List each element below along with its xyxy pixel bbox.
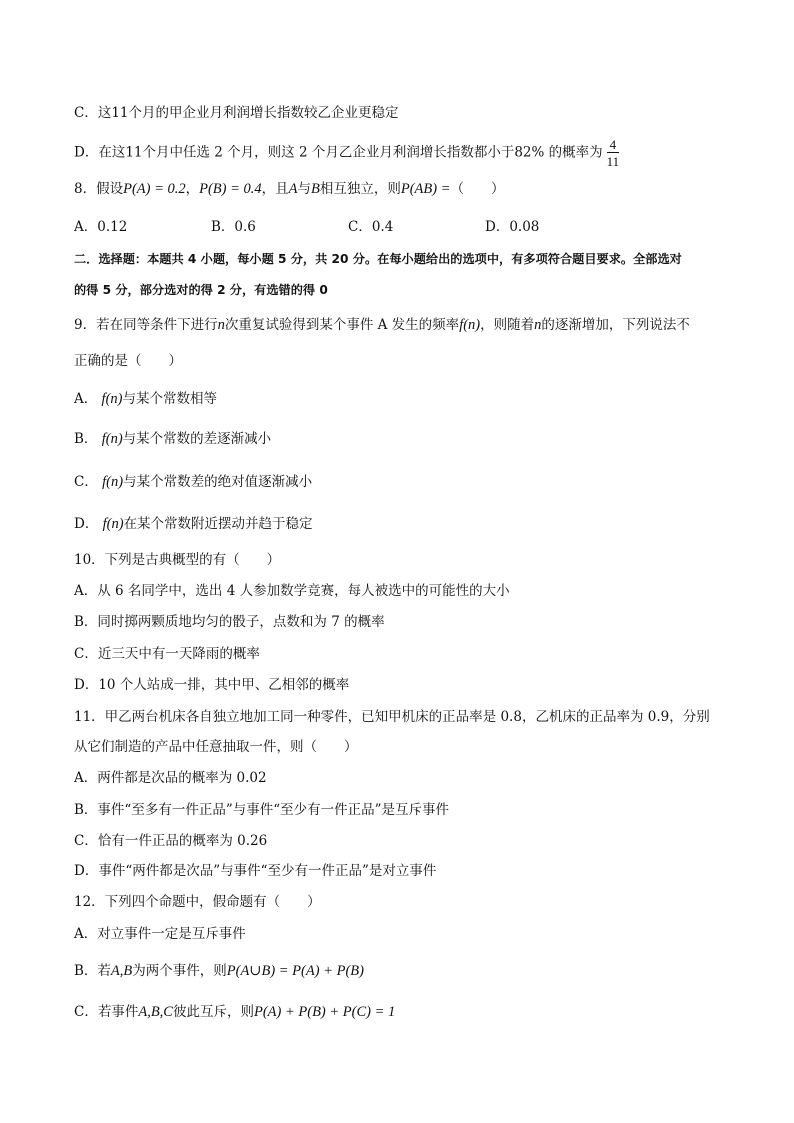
option-fn: f(n) (102, 474, 124, 490)
q12-b-mid: 为两个事件，则 (132, 963, 227, 979)
q8-pb: P(B) = 0.4 (199, 181, 262, 197)
q9-s1: 9．若在同等条件下进行 (74, 317, 218, 333)
q7-option-c: C．这11个月的甲企业月利润增长指数较乙企业更稳定 (74, 105, 399, 121)
q9-s3: ，则随着 (480, 317, 535, 333)
q8-pa: P(A) = 0.2 (123, 181, 186, 197)
q8-with: 与 (297, 181, 312, 197)
q9-option-c (74, 473, 312, 491)
q8-option-b: B．0.6 (211, 219, 256, 235)
q9-n1: n (217, 317, 225, 333)
q8-prefix: 8．假设 (74, 181, 124, 197)
q9-option-a (74, 390, 217, 408)
q12-b-prefix: B．若 (74, 963, 111, 979)
q11-option-c: C．恰有一件正品的概率为 0.26 (74, 833, 268, 849)
q9-s4: 的逐渐增加，下列说法不 (541, 317, 690, 333)
q8-option-a: A．0.12 (74, 219, 128, 235)
q12-b-formula: P(A∪B) = P(A) + P(B) (226, 963, 364, 979)
q12-stem: 12．下列四个命题中，假命题有（ ） (74, 894, 321, 910)
q12-c-formula: P(A) + P(B) + P(C) = 1 (253, 1004, 396, 1020)
option-text: 与某个常数的差逐渐减小 (122, 431, 272, 447)
q12-c-prefix: C．若事件 (74, 1004, 139, 1020)
q12-c-mid: 彼此互斥，则 (172, 1004, 254, 1020)
q12-option-a: A．对立事件一定是互斥事件 (74, 926, 246, 942)
q9-s2: 次重复试验得到某个事件 A 发生的频率 (224, 317, 460, 333)
q10-stem: 10．下列是古典概型的有（ ） (74, 552, 281, 568)
q10-option-a: A．从 6 名同学中，选出 4 人参加数学竞赛，每人被选中的可能性的大小 (74, 583, 510, 599)
section-heading-line2: 的得 5 分，部分选对的得 2 分，有选错的得 0 (74, 283, 328, 297)
q9-option-b (74, 430, 271, 448)
q7-option-d (74, 138, 619, 168)
q9-option-d (74, 515, 313, 533)
option-text: 在某个常数附近摆动并趋于稳定 (123, 516, 313, 532)
q10-option-b: B．同时掷两颗质地均匀的骰子，点数和为 7 的概率 (74, 614, 385, 630)
q12-option-c (74, 1003, 395, 1021)
fraction-denominator: 11 (606, 154, 620, 169)
q7-option-d-text: D．在这11个月中任选 2 个月，则这 2 个月乙企业月利润增长指数都小于82% 的概率为 (74, 144, 603, 161)
option-fn: f(n) (101, 431, 123, 447)
q8-stem (74, 180, 505, 198)
q10-option-c: C．近三天中有一天降雨的概率 (74, 646, 260, 662)
option-label: C． (74, 474, 98, 490)
q9-fn: f(n) (459, 317, 481, 333)
section-heading-line1: 二．选择题：本题共 4 小题，每小题 5 分，共 20 分。在每小题给出的选项中，有多项符合题目要求。全部选对 (74, 252, 682, 266)
q11-stem-line1: 11．甲乙两台机床各自独立地加工同一种零件，已知甲机床的正品率是 0.8，乙机床的正品率为 0.9，分别 (74, 709, 710, 725)
option-label: A． (74, 391, 98, 407)
q8-sep: ， (185, 181, 200, 197)
q8-pab: P(AB) = (400, 181, 451, 197)
option-fn: f(n) (102, 516, 124, 532)
q8-tail: （ ） (450, 181, 505, 197)
option-text: 与某个常数差的绝对值逐渐减小 (123, 474, 313, 490)
option-label: D． (74, 516, 99, 532)
q8-var-b: B (311, 181, 320, 197)
q8-mid: ，且 (261, 181, 289, 197)
fraction-numerator: 4 (607, 138, 620, 153)
q11-stem-line2: 从它们制造的产品中任意抽取一件，则（ ） (74, 739, 358, 755)
option-fn: f(n) (101, 391, 123, 407)
q10-option-d: D．10 个人站成一排，其中甲、乙相邻的概率 (74, 677, 350, 693)
q8-indep: 相互独立，则 (319, 181, 401, 197)
q8-var-a: A (288, 181, 298, 197)
q8-option-d: D．0.08 (485, 219, 540, 235)
option-label: B． (74, 431, 98, 447)
q9-stem-line1 (74, 316, 690, 334)
fraction (607, 138, 620, 168)
q11-option-d: D．事件“两件都是次品”与事件“至少有一件正品”是对立事件 (74, 863, 437, 879)
q11-option-b: B．事件“至多有一件正品”与事件“至少有一件正品”是互斥事件 (74, 802, 450, 818)
q11-option-a: A．两件都是次品的概率为 0.02 (74, 770, 267, 786)
q12-b-vars: A,B (110, 963, 133, 979)
q9-stem-line2: 正确的是（ ） (74, 353, 182, 369)
q12-option-b (74, 962, 364, 980)
q9-n2: n (534, 317, 542, 333)
q8-option-c: C．0.4 (348, 219, 394, 235)
q12-c-vars: A,B,C (138, 1004, 173, 1020)
option-text: 与某个常数相等 (122, 391, 217, 407)
